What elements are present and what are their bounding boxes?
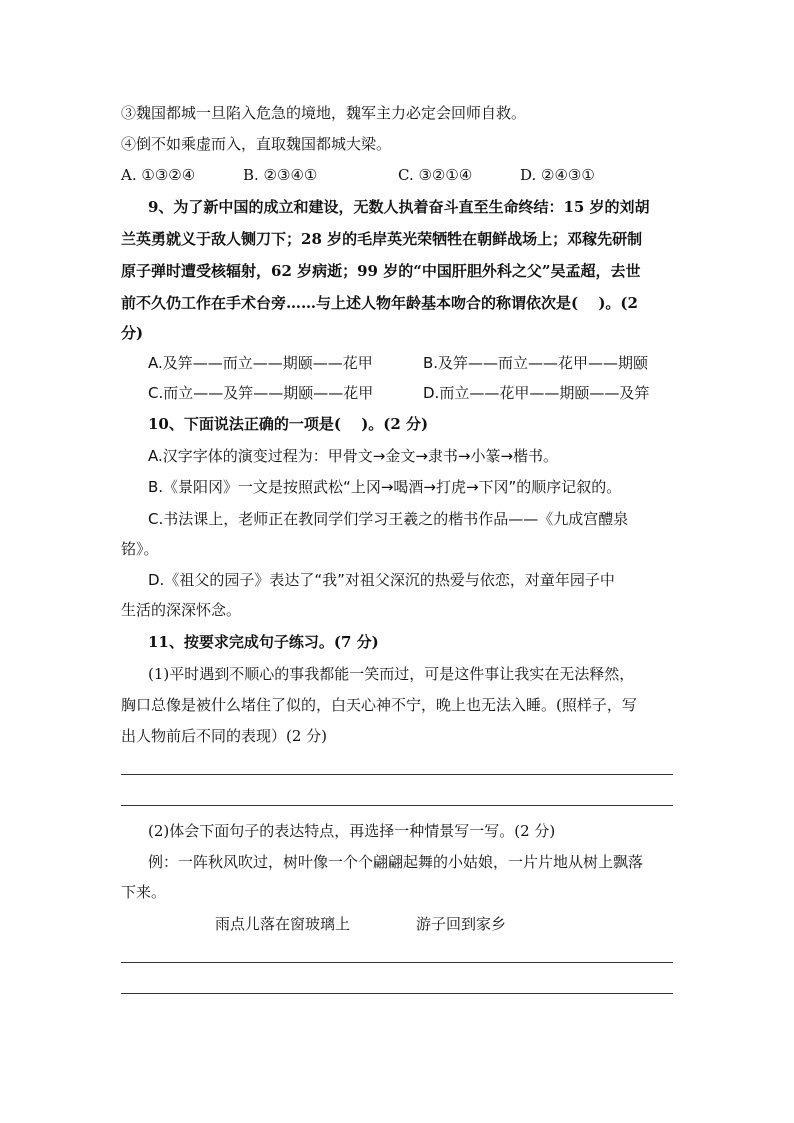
q10-option-d-line1: D.《祖父的园子》表达了“我”对祖父深沉的热爱与依恋，对童年园子中 xyxy=(148,571,615,589)
q8-option-b: B. ②③④① xyxy=(243,166,318,184)
q11-example-line1: 例：一阵秋风吹过，树叶像一个个翩翩起舞的小姑娘，一片片地从树上飘落 xyxy=(148,853,644,871)
q9-stem-line3: 原子弹时遭受核辐射，62 岁病逝；99 岁的“中国肝胆外科之父”吴孟超，去世 xyxy=(121,262,641,280)
q11-part1-line3: 出人物前后不同的表现）(2 分) xyxy=(121,727,328,745)
q11-part1-line1: (1)平时遇到不顺心的事我都能一笑而过，可是这件事让我实在无法释然， xyxy=(148,665,635,683)
q9-stem-line5: 分) xyxy=(121,324,144,342)
q10-option-c-line2: 铭》。 xyxy=(121,540,159,558)
q11-part1-line2: 胸口总像是被什么堵住了似的，白天心神不宁，晚上也无法入睡。(照样子，写 xyxy=(121,696,637,714)
q11-part2-title: (2)体会下面句子的表达特点，再选择一种情景写一写。(2 分) xyxy=(148,822,556,840)
q10-option-d-line2: 生活的深深怀念。 xyxy=(121,601,242,619)
q8-option-c: C. ③②①④ xyxy=(398,166,473,184)
q10-title: 10、下面说法正确的一项是( )。(2 分) xyxy=(148,415,429,433)
scene-option-homecoming: 游子回到家乡 xyxy=(416,915,507,933)
q9-option-c: C.而立——及笄——期颐——花甲 xyxy=(148,384,374,402)
answer-line[interactable] xyxy=(121,774,673,775)
q9-stem-line1: 9、为了新中国的成立和建设，无数人执着奋斗直至生命终结：15 岁的刘胡 xyxy=(148,198,650,216)
answer-line[interactable] xyxy=(121,805,673,806)
q11-title: 11、按要求完成句子练习。(7 分) xyxy=(148,633,379,651)
option-line-3: ③魏国都城一旦陷入危急的境地，魏军主力必定会回师自救。 xyxy=(121,104,527,122)
q8-option-a: A. ①③②④ xyxy=(121,166,196,184)
option-line-4: ④倒不如乘虚而入，直取魏国都城大梁。 xyxy=(121,135,392,153)
q10-option-c-line1: C.书法课上，老师正在教同学们学习王羲之的楷书作品——《九成宫醴泉 xyxy=(148,510,629,528)
q9-option-d: D.而立——花甲——期颐——及笄 xyxy=(423,384,650,402)
q11-example-line2: 下来。 xyxy=(121,883,167,901)
q9-option-b: B.及笄——而立——花甲——期颐 xyxy=(423,354,649,372)
scene-option-rain: 雨点儿落在窗玻璃上 xyxy=(215,915,351,933)
q9-stem-line4: 前不久仍工作在手术台旁……与上述人物年龄基本吻合的称谓依次是( )。(2 xyxy=(121,294,638,312)
q9-stem-line2: 兰英勇就义于敌人铡刀下；28 岁的毛岸英光荣牺牲在朝鲜战场上；邓稼先研制 xyxy=(121,230,643,248)
answer-line[interactable] xyxy=(121,993,673,994)
q9-option-a: A.及笄——而立——期颐——花甲 xyxy=(148,354,373,372)
q8-option-d: D. ②④③① xyxy=(520,166,595,184)
q10-option-a: A.汉字字体的演变过程为：甲骨文→金文→隶书→小篆→楷书。 xyxy=(148,447,559,465)
q10-option-b: B.《景阳冈》一文是按照武松“上冈→喝酒→打虎→下冈”的顺序记叙的。 xyxy=(148,478,622,496)
answer-line[interactable] xyxy=(121,962,673,963)
